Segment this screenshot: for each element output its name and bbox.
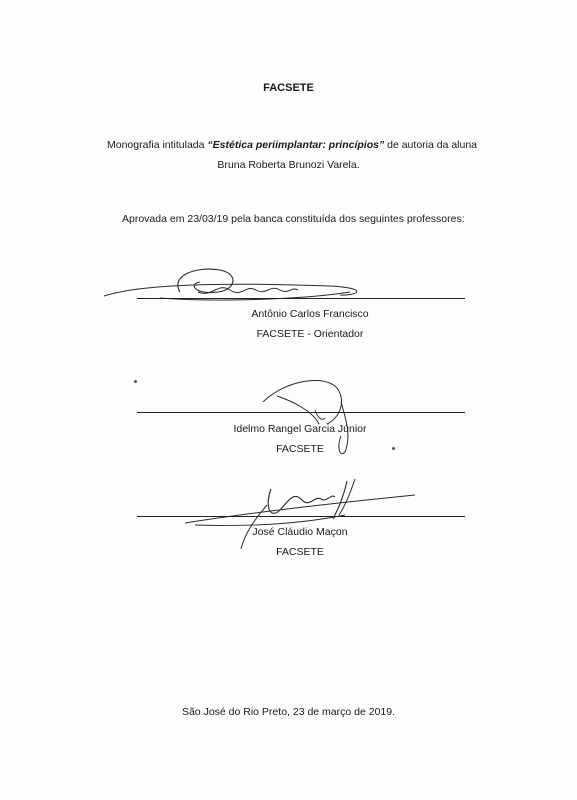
intro-prefix: Monografia intitulada [107, 139, 208, 151]
work-title: “Estética periimplantar: princípios” [207, 139, 385, 151]
signature-line-2 [137, 412, 465, 413]
signature-3-image [175, 475, 425, 555]
place-and-date: São José do Rio Preto, 23 de março de 2019. [181, 706, 396, 718]
student-name: Bruna Roberta Brunozi Varela. [217, 159, 360, 171]
member-3-name: José Cláudio Maçon [252, 526, 348, 538]
member-1-name: Antônio Carlos Francisco [251, 308, 369, 320]
page-speck [392, 447, 395, 450]
page-speck [134, 380, 137, 383]
institution-title: FACSETE [263, 82, 314, 94]
member-1-role: FACSETE - Orientador [256, 328, 364, 340]
signature-line-3 [137, 516, 465, 517]
intro-suffix: de autoria da aluna [384, 139, 478, 151]
signature-line-1 [137, 298, 465, 299]
member-2-role: FACSETE [276, 443, 324, 455]
member-3-role: FACSETE [276, 546, 324, 558]
intro-line [107, 139, 477, 151]
member-2-name: Idelmo Rangel Garcia Júnior [233, 423, 367, 435]
signature-1-image [100, 262, 460, 310]
approval-statement: Aprovada em 23/03/19 pela banca constituída dos seguintes professores: [122, 213, 465, 225]
